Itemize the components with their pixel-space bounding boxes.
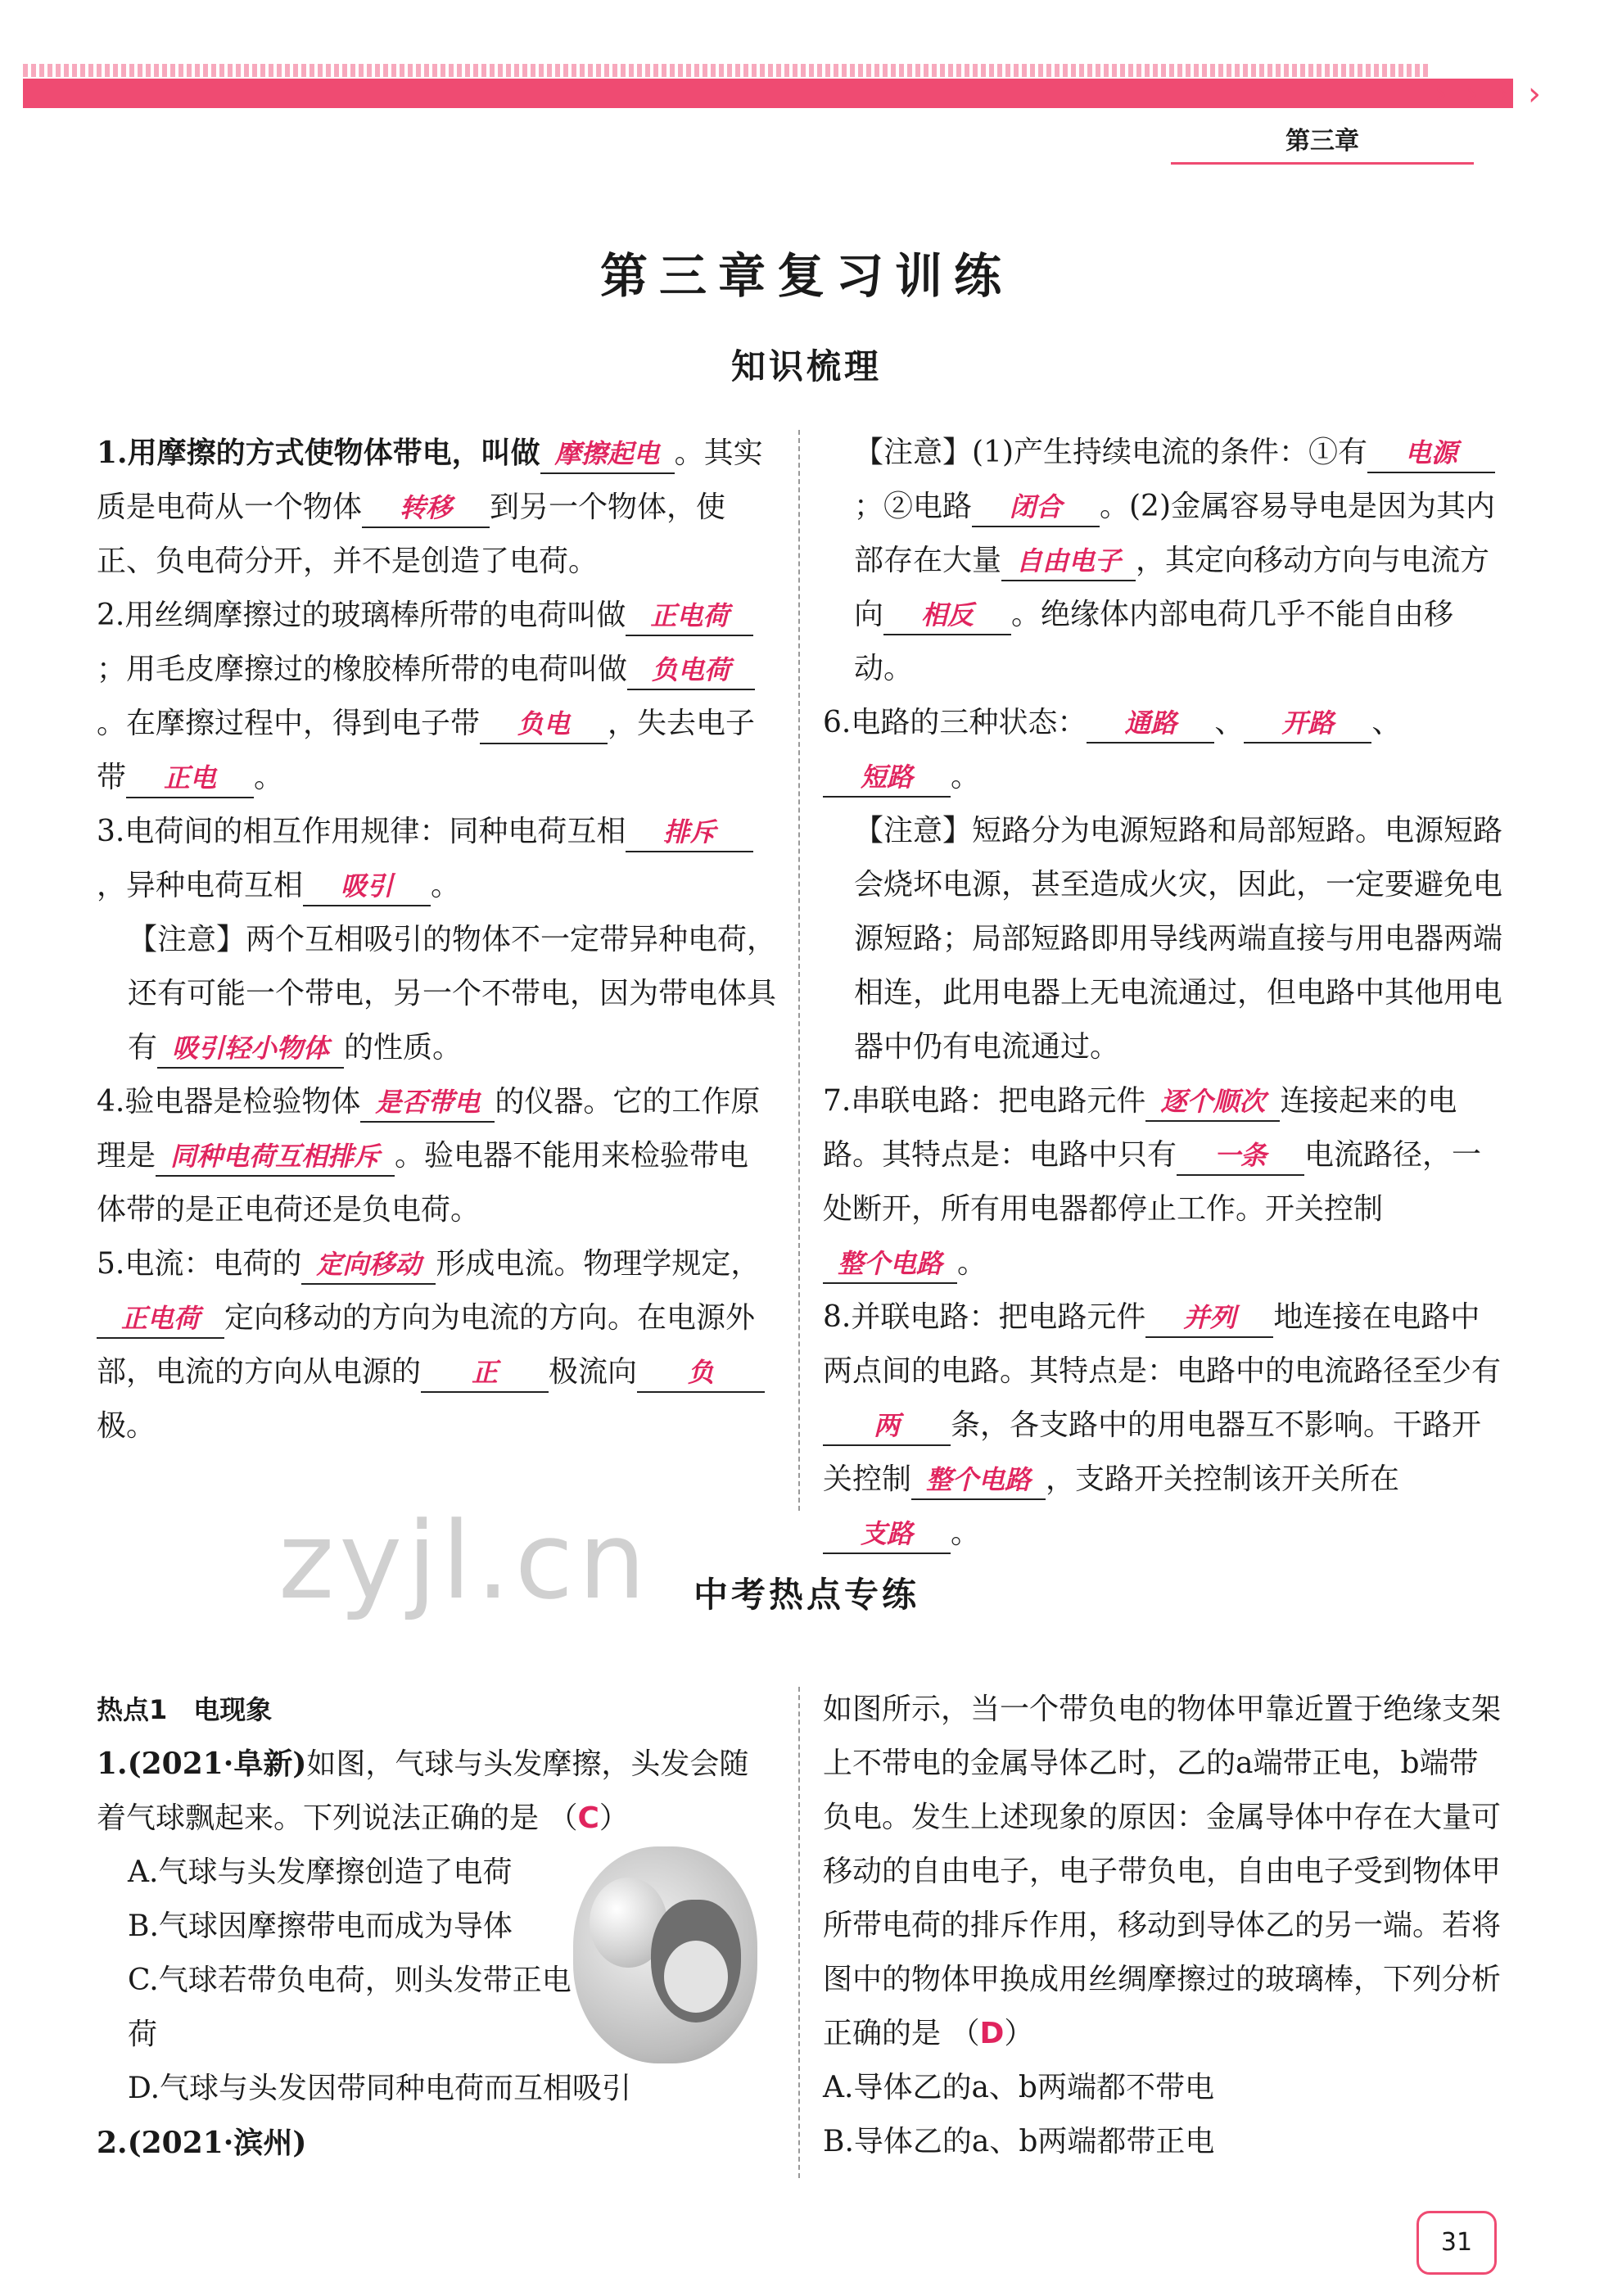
item-text: 2.用丝绸摩擦过的玻璃棒所带的电荷叫做 — [97, 599, 626, 632]
header-stripes — [23, 64, 1431, 77]
item-3 — [97, 805, 776, 913]
answer-blank: 整个电路 — [911, 1461, 1046, 1500]
answer-bracket: （C） — [548, 1801, 629, 1835]
chevron-right-icon: › — [1466, 75, 1479, 113]
answer-blank: 正 — [421, 1354, 549, 1393]
chevron-right-icon: › — [1528, 75, 1541, 113]
item-text: 地连接在电路中两点间的电路。其特点是：电路中的电流路径至少有 — [823, 1300, 1502, 1388]
section-title-knowledge: 知识梳理 — [730, 346, 882, 386]
item-6 — [823, 696, 1502, 804]
item-text: 、 — [1214, 706, 1245, 739]
answer-blank: 支路 — [823, 1515, 951, 1554]
column-divider — [798, 1687, 800, 2178]
item-text: 。 — [254, 761, 284, 794]
option-b: B.气球因摩擦带电而成为导体 — [128, 1910, 513, 1943]
page-number: 31 — [1416, 2211, 1497, 2275]
item-text: 1.用摩擦的方式使物体带电，叫做 — [97, 436, 540, 470]
item-text: 。其实质是电荷从一个物体 — [97, 436, 763, 524]
option-d: D.气球与头发因带同种电荷而互相吸引 — [128, 2072, 632, 2105]
answer-blank: 吸引轻小物体 — [157, 1029, 344, 1069]
item-text: 8.并联电路：把电路元件 — [823, 1300, 1146, 1334]
option-b: B.导体乙的a、b两端都带正电 — [823, 2125, 1215, 2158]
option-a: A.气球与头发摩擦创造了电荷 — [128, 1855, 513, 1889]
watermark: zyjl.cn — [278, 1498, 651, 1623]
option-a: A.导体乙的a、b两端都不带电 — [823, 2071, 1214, 2104]
column-divider — [798, 430, 800, 1511]
item-4 — [97, 1075, 776, 1237]
answer-blank: 负 — [637, 1354, 765, 1393]
answer-blank: 逐个顺次 — [1145, 1082, 1280, 1122]
page-title: 第三章复习训练 — [599, 248, 1013, 304]
balloon-hair-photo — [573, 1846, 757, 2063]
answer-blank: 转移 — [362, 489, 490, 528]
item-text: 7.串联电路：把电路元件 — [823, 1084, 1146, 1118]
item-1 — [97, 426, 776, 589]
answer-blank: 相反 — [883, 596, 1011, 635]
note-text: 【注意】(1)产生持续电流的条件：①有 — [854, 436, 1367, 469]
item-text: 的仪器。它的工作原理是 — [97, 1085, 761, 1173]
note-text: ，其定向移动方向与电流方向 — [854, 544, 1490, 631]
item-text: ，失去电子带 — [97, 707, 756, 794]
item-text: ，异种电荷互相 — [97, 869, 304, 902]
item-text: 。 — [957, 1246, 987, 1280]
item-text: 5.电流：电荷的 — [97, 1247, 302, 1281]
answer-blank: 电源 — [1367, 434, 1495, 473]
answer-blank: 是否带电 — [360, 1083, 495, 1123]
item-text: 连接起来的电路。其特点是：电路中只有 — [823, 1084, 1457, 1172]
answer-blank: 负电 — [480, 705, 608, 744]
item-5 — [97, 1237, 776, 1453]
item-text: 。在摩擦过程中，得到电子带 — [97, 707, 481, 740]
note-text: 的性质。 — [344, 1031, 463, 1064]
item-text: 。 — [951, 760, 981, 793]
chevron-right-icon: › — [1497, 75, 1510, 113]
item-text: 条，各支路中的用电器互不影响。干路开关控制 — [823, 1408, 1482, 1496]
item-text: ，支路开关控制该开关所在 — [1046, 1462, 1400, 1496]
note-text: ；②电路 — [854, 490, 973, 523]
problem-stem: 如图所示，当一个带负电的物体甲靠近置于绝缘支架上不带电的金属导体乙时，乙的a端带正电，b端带负电。发生上述现象的原因：金属导体中存在大量可移动的自由电子，电子带负电，自由电子受到物体甲所带电荷的排斥作用，移动到导体乙的另一端。若将图中的物体甲换成用丝绸摩擦过的玻璃棒，下列分析正确的是 — [823, 1693, 1502, 2050]
problem-2 — [97, 2116, 776, 2171]
problem-1 — [97, 1737, 776, 1846]
choice-answer: D — [979, 2017, 1005, 2050]
item-text: 。验电器不能用来检验带电体带的是正电荷还是负电荷。 — [97, 1139, 749, 1227]
note-3: 【注意】短路分为电源短路和局部短路。电源短路会烧坏电源，甚至造成火灾，因此，一定要避免电源短路；局部短路即用导线两端直接与用电器两端相连，此用电器上无电流通过，但电路中其他用电器中仍有电流通过。 — [854, 814, 1503, 1064]
answer-blank: 一条 — [1177, 1137, 1304, 1176]
item-text: 、 — [1371, 706, 1402, 739]
header-band — [23, 79, 1513, 108]
item-text: 3.电荷间的相互作用规律：同种电荷互相 — [97, 815, 626, 848]
item-7 — [823, 1074, 1502, 1290]
knowledge-right-column — [823, 426, 1502, 1561]
face-image — [664, 1941, 728, 2013]
item-text: 6.电路的三种状态： — [823, 706, 1087, 739]
answer-blank: 两 — [823, 1407, 951, 1446]
item-text: 极。 — [97, 1409, 156, 1443]
girl-image — [651, 1900, 741, 2023]
item-text: 。 — [431, 869, 461, 902]
answer-blank: 正电荷 — [97, 1299, 224, 1339]
answer-blank: 开路 — [1244, 704, 1371, 743]
note-2 — [823, 426, 1502, 696]
problem-stem: 如图，气球与头发摩擦，头发会随着气球飘起来。下列说法正确的是 — [97, 1747, 749, 1835]
choice-answer: C — [577, 1801, 599, 1835]
note-text: 。(2)金属容易导电是因为其内部存在大量 — [854, 490, 1496, 577]
answer-blank: 正电荷 — [626, 597, 753, 636]
item-text: 定向移动的方向为电流的方向。在电源外部，电流的方向从电源的 — [97, 1301, 756, 1389]
item-text: 形成电流。物理学规定， — [436, 1247, 761, 1281]
answer-bracket: （D） — [950, 2017, 1034, 2050]
problem-2-stem — [823, 1683, 1502, 2061]
answer-blank: 整个电路 — [823, 1245, 957, 1284]
answer-blank: 摩擦起电 — [540, 435, 675, 474]
answer-blank: 吸引 — [303, 867, 431, 906]
item-text: 电流路径，一处断开，所有用电器都停止工作。开关控制 — [823, 1138, 1482, 1226]
chapter-tab: 第三章 — [1171, 121, 1474, 165]
answer-blank: 负电荷 — [627, 651, 755, 690]
item-text: 4.验电器是检验物体 — [97, 1085, 361, 1119]
note-text: 【注意】两个互相吸引的物体不一定带异种电荷，还有可能一个带电，另一个不带电，因为带电体具有 — [128, 923, 777, 1064]
item-text: 到另一个物体，使正、负电荷分开，并不是创造了电荷。 — [97, 490, 726, 578]
item-text: 极流向 — [549, 1355, 638, 1389]
item-2 — [97, 589, 776, 805]
problem-source: 2.(2021·滨州) — [97, 2126, 307, 2160]
answer-blank: 排斥 — [626, 813, 753, 852]
option-c: C.气球若带负电荷，则头发带正电荷 — [128, 1964, 572, 2051]
hot-topic-heading: 热点1 电现象 — [97, 1694, 273, 1725]
answer-blank: 并列 — [1145, 1299, 1273, 1338]
answer-blank: 短路 — [823, 758, 951, 798]
item-8 — [823, 1290, 1502, 1561]
chevron-right-icon: › — [1435, 75, 1448, 113]
answer-blank: 正电 — [126, 759, 254, 798]
problem-source: 1.(2021·阜新) — [97, 1747, 307, 1781]
item-text: 。 — [951, 1516, 981, 1550]
answer-blank: 自由电子 — [1001, 542, 1136, 581]
answer-blank: 定向移动 — [301, 1245, 436, 1285]
item-text: ；用毛皮摩擦过的橡胶棒所带的电荷叫做 — [97, 653, 628, 686]
note-1 — [97, 913, 776, 1075]
answer-blank: 同种电荷互相排斥 — [156, 1137, 395, 1177]
section-title-hot: 中考热点专练 — [693, 1575, 919, 1615]
hot-right-column — [823, 1683, 1502, 2169]
answer-blank: 通路 — [1087, 704, 1214, 743]
knowledge-left-column — [97, 426, 776, 1453]
answer-blank: 闭合 — [972, 488, 1100, 527]
note-text: 。绝缘体内部电荷几乎不能自由移动。 — [854, 598, 1454, 685]
